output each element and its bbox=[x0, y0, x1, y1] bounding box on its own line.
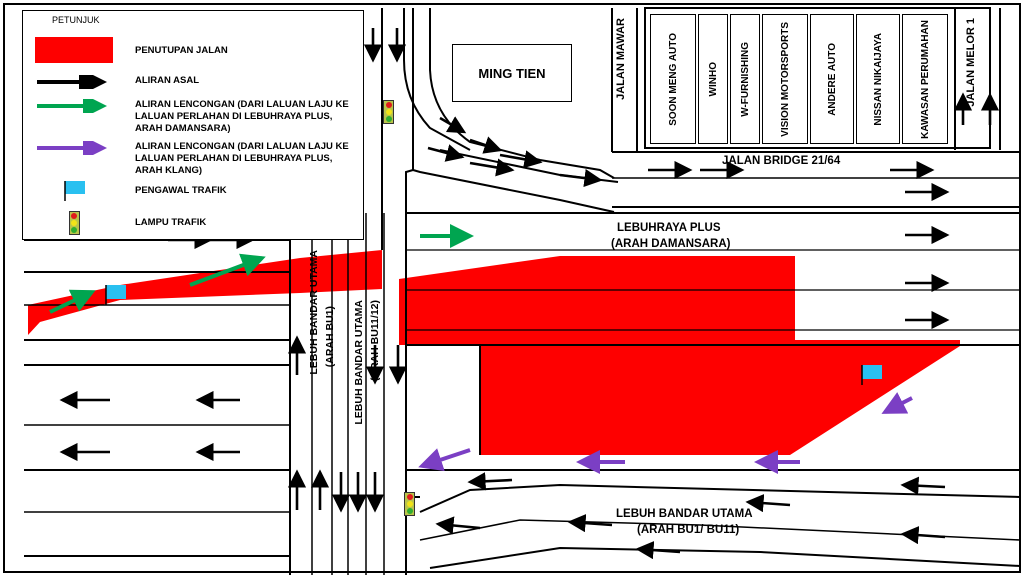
legend-label-diversion-klang: ALIRAN LENCONGAN (DARI LALUAN LAJU KE LALUAN PERLAHAN DI LEBUHRAYA PLUS, ARAH KLANG) bbox=[135, 141, 349, 176]
legend-label-diversion-damansara: ALIRAN LENCONGAN (DARI LALUAN LAJU KE LALUAN PERLAHAN DI LEBUHRAYA PLUS, ARAH DAMANSARA) bbox=[135, 99, 349, 134]
legend-item-traffic-marshal bbox=[35, 179, 353, 203]
building-label-ming-tien: MING TIEN bbox=[478, 65, 546, 81]
building-label-andere-auto: ANDERE AUTO bbox=[826, 42, 838, 116]
building-label-nissan-nikaijaya: NISSAN NIKAIJAYA bbox=[872, 32, 884, 126]
road-label-lebuh-bandar-utama-bu1-bu11: LEBUH BANDAR UTAMA bbox=[616, 508, 753, 520]
legend-label-road-closure: PENUTUPAN JALAN bbox=[135, 45, 228, 56]
building-label-soon-meng-auto: SOON MENG AUTO bbox=[667, 32, 679, 126]
legend-label-traffic-light: LAMPU TRAFIK bbox=[135, 217, 207, 228]
road-label-lebuh-bandar-utama-bu1: LEBUH BANDAR UTAMA bbox=[308, 250, 320, 375]
legend-item-diversion-klang bbox=[35, 141, 353, 177]
building-label-w-furnishing: W-FURNISHING bbox=[739, 41, 751, 117]
road-label-jalan-mawar: JALAN MAWAR bbox=[615, 18, 627, 100]
road-sublabel-lebuhraya-plus: (ARAH DAMANSARA) bbox=[611, 238, 731, 250]
road-label-jalan-bridge: JALAN BRIDGE 21/64 bbox=[722, 155, 841, 167]
traffic-light-upper bbox=[383, 100, 394, 124]
building-winho bbox=[698, 14, 728, 144]
legend-title: PETUNJUK bbox=[49, 15, 103, 25]
building-kawasan-perumahan bbox=[902, 14, 948, 144]
legend-item-road-closure bbox=[35, 37, 345, 63]
blue-flag-icon bbox=[35, 179, 113, 203]
legend-item-diversion-damansara bbox=[35, 99, 353, 135]
road-sublabel-lebuh-bandar-utama-bu11-12: (ARAH BU11/12) bbox=[369, 300, 381, 382]
building-label-kawasan-perumahan: KAWASAN PERUMAHAN bbox=[919, 19, 931, 139]
legend bbox=[22, 10, 364, 240]
legend-label-original-flow: ALIRAN ASAL bbox=[135, 75, 200, 86]
traffic-light-lower bbox=[404, 492, 415, 516]
road-sublabel-lebuh-bandar-utama-bu1: (ARAH BU1) bbox=[324, 306, 336, 368]
building-label-winho: WINHO bbox=[707, 61, 719, 97]
building-soon-meng-auto bbox=[650, 14, 696, 144]
legend-item-traffic-light bbox=[35, 211, 353, 229]
building-w-furnishing bbox=[730, 14, 760, 144]
building-ming-tien bbox=[452, 44, 572, 102]
road-label-jalan-melor-1: JALAN MELOR 1 bbox=[965, 18, 977, 107]
road-sublabel-lebuh-bandar-utama-bu1-bu11: (ARAH BU1/ BU11) bbox=[637, 524, 740, 536]
legend-label-traffic-marshal: PENGAWAL TRAFIK bbox=[135, 185, 227, 196]
road-label-lebuhraya-plus: LEBUHRAYA PLUS bbox=[617, 222, 721, 234]
building-vision-motorsports bbox=[762, 14, 808, 144]
road-label-lebuh-bandar-utama-bu11-12: LEBUH BANDAR UTAMA bbox=[353, 300, 365, 425]
building-andere-auto bbox=[810, 14, 854, 144]
closure-area-main bbox=[399, 256, 960, 455]
building-label-vision-motorsports: VISION MOTORSPORTS bbox=[779, 21, 791, 137]
purple-arrow-icon bbox=[35, 141, 113, 155]
building-nissan-nikaijaya bbox=[856, 14, 900, 144]
red-block-icon bbox=[35, 37, 113, 63]
traffic-light-icon bbox=[69, 211, 80, 235]
green-arrow-icon bbox=[35, 99, 113, 113]
black-arrow-icon bbox=[35, 75, 113, 89]
legend-item-original-flow bbox=[35, 75, 345, 89]
